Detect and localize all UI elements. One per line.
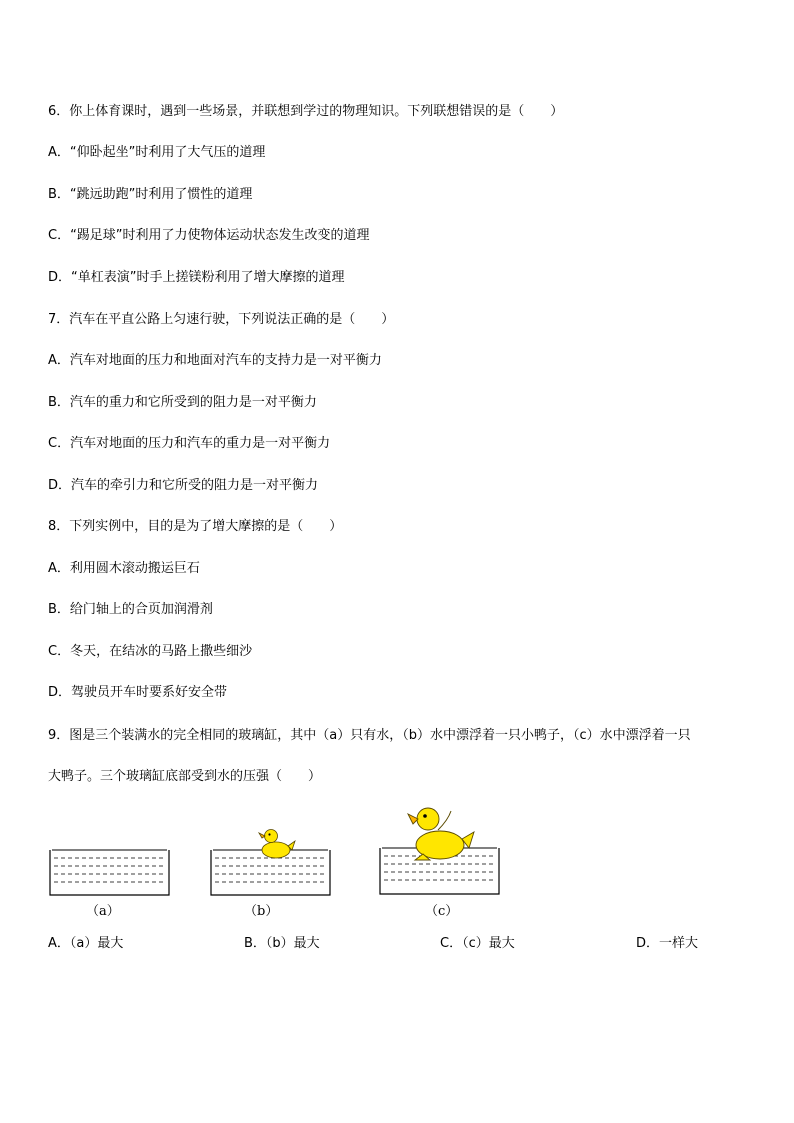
question-8-option-c: C．冬天，在结冰的马路上撒些细沙 [48,644,253,659]
question-7-option-c: C．汽车对地面的压力和汽车的重力是一对平衡力 [48,436,331,451]
question-9-stem-line-1: 9．图是三个装满水的完全相同的玻璃缸，其中（a）只有水，（b）水中漂浮着一只小鸭子，（c）水中漂浮着一只 [48,728,691,743]
question-8-option-b: B．给门轴上的合页加润滑剂 [48,602,213,617]
question-9-stem-line-2: 大鸭子。三个玻璃缸底部受到水的压强（ ） [48,769,322,784]
tank-c-label: （c） [425,904,459,919]
question-6-stem: 6．你上体育课时，遇到一些场景，并联想到学过的物理知识。下列联想错误的是（ ） [48,104,564,119]
small-duck-icon [259,830,295,859]
question-8-stem: 8．下列实例中，目的是为了增大摩擦的是（ ） [48,519,343,534]
question-6-option-d: D．“单杠表演”时手上搓镁粉利用了增大摩擦的道理 [48,270,345,285]
question-6-option-b: B．“跳远助跑”时利用了惯性的道理 [48,187,253,202]
question-6-option-c: C．“踢足球”时利用了力使物体运动状态发生改变的道理 [48,228,370,243]
question-9-option-a: A．（a）最大 [48,936,124,951]
tank-a [50,850,169,895]
tank-a-label: （a） [86,904,120,919]
question-6-option-a: A．“仰卧起坐”时利用了大气压的道理 [48,145,266,160]
question-7-option-b: B．汽车的重力和它所受到的阻力是一对平衡力 [48,395,317,410]
question-8-option-a: A．利用圆木滚动搬运巨石 [48,561,200,576]
question-8-option-d: D．驾驶员开车时要系好安全带 [48,685,228,700]
glass-tanks-figure [44,800,514,925]
question-7-option-d: D．汽车的牵引力和它所受的阻力是一对平衡力 [48,478,319,493]
question-9-option-c: C．（c）最大 [440,936,515,951]
question-9-option-d: D．一样大 [636,936,699,951]
question-9-option-b: B．（b）最大 [244,936,320,951]
tank-b-label: （b） [244,904,279,919]
glass-tanks-illustration [44,800,514,905]
question-7-option-a: A．汽车对地面的压力和地面对汽车的支持力是一对平衡力 [48,353,382,368]
big-duck-icon [408,808,474,860]
question-7-stem: 7．汽车在平直公路上匀速行驶，下列说法正确的是（ ） [48,312,395,327]
